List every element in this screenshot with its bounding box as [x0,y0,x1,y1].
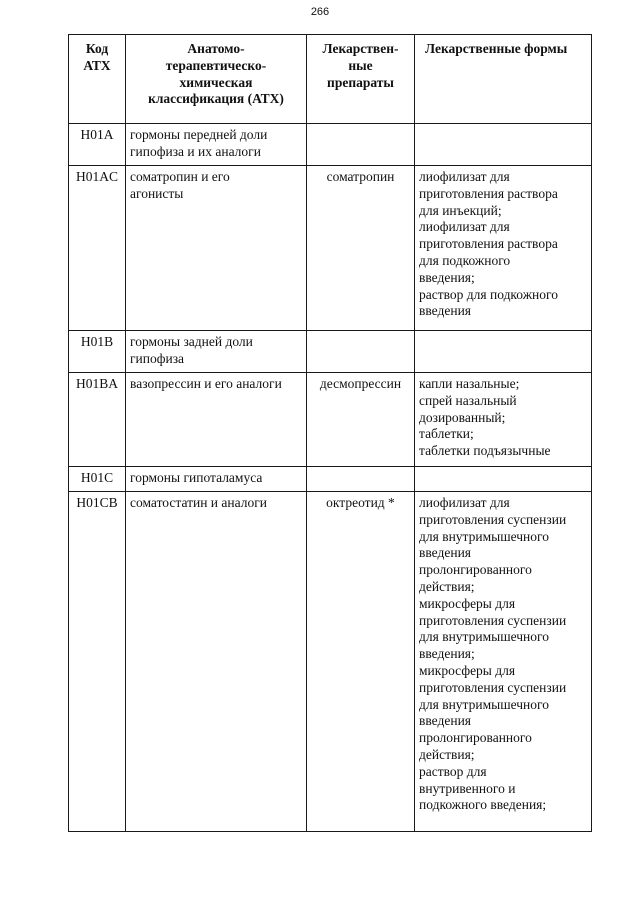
forms-cell: лиофилизат для приготовления суспензии для внутримышечного введения пролонгированного действия; микросферы для приготовления суспензии для внутримышечного введения; микросферы для приготовления суспензии для внутримышечного введения пролонгированного действия; раствор для внутривенного и подкожного введения; [415,492,592,832]
table-row [69,124,592,166]
table-row [69,373,592,467]
table-header-row [69,35,592,124]
table-row [69,331,592,373]
forms-cell: лиофилизат для приготовления раствора для инъекций; лиофилизат для приготовления раствора для подкожного введения; раствор для подкожного введения [415,166,592,331]
atx-code-cell: H01A [69,124,126,166]
atx-code-cell: H01AC [69,166,126,331]
forms-cell [415,467,592,492]
drug-cell [307,331,415,373]
classification-cell: соматостатин и аналоги [126,492,307,832]
table-row [69,166,592,331]
drug-cell [307,124,415,166]
drug-cell [307,467,415,492]
header-forms: Лекарственные формы [415,35,592,124]
drug-cell: октреотид * [307,492,415,832]
drug-cell: соматропин [307,166,415,331]
atx-code-cell: H01CB [69,492,126,832]
classification-cell: гормоны передней доли гипофиза и их аналоги [126,124,307,166]
classification-cell: гормоны задней доли гипофиза [126,331,307,373]
table-row [69,492,592,832]
page-number: 266 [310,6,330,18]
classification-cell: вазопрессин и его аналоги [126,373,307,467]
atx-table [68,34,592,832]
header-code: Код АТХ [69,35,126,124]
table-row [69,467,592,492]
atx-code-cell: H01BA [69,373,126,467]
atx-code-cell: H01B [69,331,126,373]
classification-cell: гормоны гипоталамуса [126,467,307,492]
atx-code-cell: H01C [69,467,126,492]
header-drugs: Лекарствен- ные препараты [307,35,415,124]
forms-cell [415,124,592,166]
forms-cell [415,331,592,373]
forms-cell: капли назальные; спрей назальный дозированный; таблетки; таблетки подъязычные [415,373,592,467]
drug-cell: десмопрессин [307,373,415,467]
header-classification: Анатомо- терапевтическо- химическая классификация (АТХ) [126,35,307,124]
classification-cell: соматропин и его агонисты [126,166,307,331]
